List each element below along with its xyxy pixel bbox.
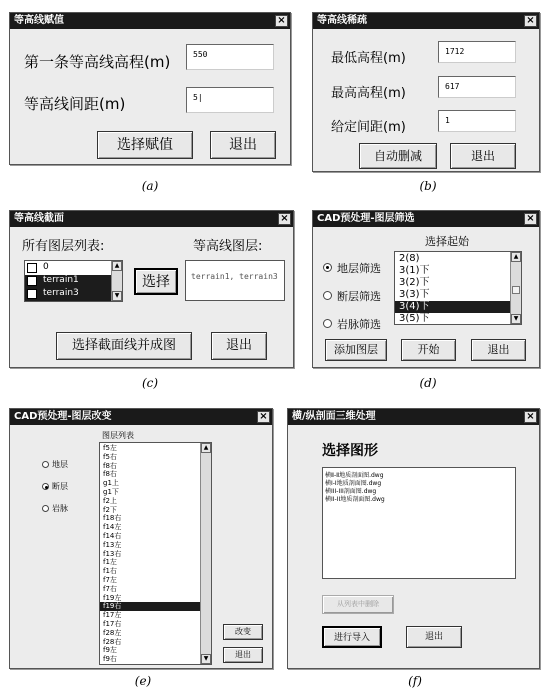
scroll-thumb[interactable] (512, 286, 520, 294)
checkbox-icon[interactable] (27, 263, 37, 273)
close-icon[interactable]: × (278, 213, 291, 225)
caption-d: (d) (419, 376, 437, 390)
dialog-contour-assign (9, 12, 291, 165)
first-elevation-input[interactable]: 550 (186, 44, 274, 70)
list-item[interactable]: f5左 (103, 444, 117, 452)
list-item[interactable]: f2下 (103, 505, 117, 514)
merge-section-button[interactable]: 选择截面线并成图 (56, 332, 192, 360)
scroll-down-icon[interactable]: ▼ (201, 654, 211, 664)
list-item[interactable]: 2(8) (399, 253, 420, 264)
checkbox-checked-icon[interactable]: ✓ (28, 289, 36, 299)
list-item[interactable]: 3(3)下 (399, 289, 430, 300)
list-item[interactable]: f18右 (103, 514, 122, 523)
scroll-down-icon[interactable]: ▼ (511, 314, 521, 324)
list-item[interactable]: f7左 (103, 576, 117, 584)
close-icon[interactable]: × (275, 15, 288, 27)
close-icon[interactable]: × (524, 15, 537, 27)
list-item[interactable]: f17左 (103, 611, 122, 620)
dialog-title: 等高线稀疏 (317, 15, 367, 26)
radio-dike-label: 岩脉筛选 (337, 318, 381, 331)
layer-row[interactable] (25, 262, 112, 275)
max-elevation-label: 最高高程(m) (331, 86, 406, 101)
list-item[interactable]: g1上 (103, 479, 119, 488)
file-item[interactable]: 横II-II地质剖面图.dwg (325, 496, 385, 503)
radio-terrain[interactable] (323, 263, 332, 272)
caption-e: (e) (134, 674, 152, 688)
interval-label: 等高线间距(m) (24, 95, 126, 113)
start-label: 选择起始 (425, 235, 469, 248)
caption-b: (b) (419, 179, 437, 193)
title-bar (288, 409, 539, 425)
radio-dike[interactable] (323, 319, 332, 328)
layer-checklist[interactable] (24, 260, 123, 302)
scrollbar[interactable] (111, 261, 122, 301)
remove-from-list-button[interactable]: 从列表中删除 (322, 595, 394, 614)
assign-button[interactable]: 选择赋值 (97, 131, 193, 159)
list-item[interactable]: f14左 (103, 523, 122, 532)
layer-list[interactable] (99, 442, 212, 665)
close-icon[interactable]: × (524, 411, 537, 423)
list-item-selected[interactable]: 3(4)下 (395, 301, 511, 313)
file-item[interactable]: 横I-I地质剖面图.dwg (325, 480, 382, 487)
radio-terrain-label: 地层 (52, 460, 68, 469)
exit-button[interactable]: 退出 (450, 143, 516, 169)
radio-fault-label: 断层 (52, 482, 68, 491)
radio-fault-label: 断层筛选 (337, 290, 381, 303)
list-item[interactable]: f8右 (103, 461, 117, 470)
layer-name: terrain1 (43, 275, 79, 285)
scroll-down-icon[interactable]: ▼ (112, 291, 122, 301)
dialog-title: CAD预处理-图层改变 (14, 411, 112, 422)
file-item[interactable]: 横Ⅱ-Ⅱ地质剖面图.dwg (325, 472, 384, 479)
list-item[interactable]: f7右 (103, 584, 117, 593)
caption-f: (f) (408, 674, 422, 688)
title-bar (313, 13, 539, 29)
radio-terrain[interactable] (42, 461, 49, 468)
radio-dike-label: 岩脉 (52, 504, 68, 513)
import-button[interactable]: 进行导入 (322, 626, 382, 648)
title-bar (10, 13, 290, 29)
start-layer-list[interactable] (394, 251, 522, 325)
close-icon[interactable]: × (524, 213, 537, 225)
select-button[interactable]: 选择 (134, 268, 178, 295)
dialog-title: 等高线赋值 (14, 15, 64, 26)
max-elevation-input[interactable]: 617 (438, 76, 516, 98)
file-item[interactable]: 横III-III剖面图.dwg (325, 488, 377, 495)
list-item[interactable]: f17右 (103, 620, 122, 628)
list-item[interactable]: f28右 (103, 637, 122, 646)
file-list[interactable] (322, 467, 516, 579)
exit-button[interactable]: 退出 (471, 339, 526, 361)
layer-row[interactable] (25, 275, 112, 288)
dialog-title: 等高线截面 (14, 213, 64, 224)
radio-terrain-label: 地层筛选 (337, 262, 381, 275)
dialog-layer-filter (312, 210, 540, 368)
dialog-section-3d (287, 408, 540, 669)
exit-button[interactable]: 退出 (210, 131, 276, 159)
auto-reduce-button[interactable]: 自动删减 (359, 143, 437, 169)
list-item[interactable]: f9右 (103, 655, 117, 664)
scroll-up-icon[interactable]: ▲ (201, 443, 211, 453)
list-item[interactable]: 3(2)下 (399, 277, 430, 288)
add-layer-button[interactable]: 添加图层 (325, 339, 387, 361)
title-bar (313, 211, 539, 227)
list-item[interactable]: f9左 (103, 646, 117, 655)
exit-button[interactable]: 退出 (223, 647, 263, 663)
checkbox-checked-icon[interactable]: ✓ (28, 276, 36, 286)
layer-name: terrain3 (43, 288, 79, 298)
contour-layers-text: terrain1, terrain3 (191, 272, 278, 281)
scrollbar[interactable] (510, 252, 521, 324)
list-item[interactable]: f13右 (103, 549, 122, 558)
layer-name: 0 (43, 262, 49, 272)
exit-button[interactable]: 退出 (406, 626, 462, 648)
dialog-title: 横/纵剖面三维处理 (292, 411, 376, 422)
dialog-contour-section (9, 210, 294, 368)
list-item[interactable]: f5右 (103, 452, 117, 461)
list-item[interactable]: f8右 (103, 470, 117, 479)
contour-layers-label: 等高线图层: (193, 239, 263, 254)
contour-layers-box (185, 260, 285, 301)
list-item[interactable]: f13左 (103, 540, 122, 549)
list-item[interactable]: 3(1)下 (399, 265, 430, 276)
start-button[interactable]: 开始 (401, 339, 456, 361)
list-item-selected[interactable]: f19右 (100, 602, 201, 611)
radio-fault[interactable] (323, 291, 332, 300)
list-item[interactable]: f2上 (103, 496, 117, 505)
min-elevation-label: 最低高程(m) (331, 51, 406, 66)
scroll-up-icon[interactable]: ▲ (112, 261, 122, 271)
list-item[interactable]: f19左 (103, 593, 122, 602)
scrollbar[interactable] (200, 443, 211, 664)
step-label: 给定间距(m) (331, 120, 406, 135)
dialog-layer-change (9, 408, 273, 669)
radio-dike[interactable] (42, 505, 49, 512)
change-button[interactable]: 改变 (223, 624, 263, 640)
list-item[interactable]: f14右 (103, 532, 122, 540)
first-elevation-label: 第一条等高线高程(m) (24, 53, 171, 71)
caption-c: (c) (141, 376, 159, 390)
dialog-contour-sparse (312, 12, 540, 172)
step-input[interactable]: 1 (438, 110, 516, 132)
close-icon[interactable]: × (257, 411, 270, 423)
all-layers-label: 所有图层列表: (22, 239, 105, 254)
list-item[interactable]: g1下 (103, 488, 119, 496)
title-bar (10, 211, 293, 227)
list-item[interactable]: 3(5)下 (399, 313, 430, 324)
select-graphic-heading: 选择图形 (322, 443, 378, 459)
list-item[interactable]: f1右 (103, 567, 117, 576)
list-item[interactable]: f28左 (103, 628, 122, 637)
interval-input[interactable]: 5| (186, 87, 274, 113)
min-elevation-input[interactable]: 1712 (438, 41, 516, 63)
layer-list-label: 图层列表 (102, 431, 134, 440)
scroll-up-icon[interactable]: ▲ (511, 252, 521, 262)
caption-a: (a) (141, 179, 159, 193)
layer-row[interactable] (25, 288, 112, 301)
dialog-title: CAD预处理-图层筛选 (317, 213, 415, 224)
radio-fault[interactable] (42, 483, 49, 490)
exit-button[interactable]: 退出 (211, 332, 267, 360)
list-item[interactable]: f1左 (103, 558, 117, 567)
title-bar (10, 409, 272, 425)
